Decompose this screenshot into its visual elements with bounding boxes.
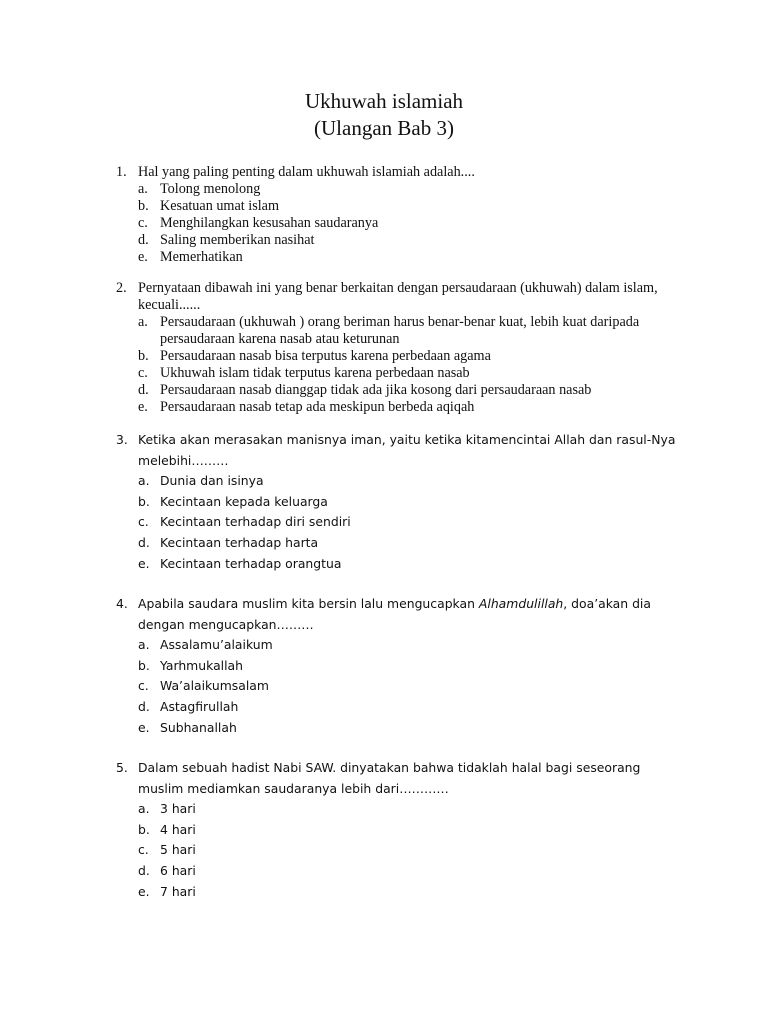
question-3 <box>116 430 676 574</box>
question-text-end: , doa’akan dia dengan mengucapkan……… <box>138 596 651 632</box>
option-text: Saling memberikan nasihat <box>160 232 315 248</box>
option-letter: d. <box>138 698 150 714</box>
option-letter: d. <box>138 382 149 398</box>
option-letter: e. <box>138 399 148 415</box>
option-letter: b. <box>138 657 150 673</box>
option-b <box>138 348 676 365</box>
question-text: Dalam sebuah hadist Nabi SAW. dinyatakan bahwa tidaklah halal bagi seseorang muslim mediamkan saudaranya lebih dari………… <box>138 760 641 796</box>
option-letter: b. <box>138 493 150 509</box>
option-c <box>138 840 676 861</box>
option-letter: d. <box>138 534 150 550</box>
option-text: Menghilangkan kesusahan saudaranya <box>160 215 379 231</box>
question-4 <box>116 594 676 738</box>
option-text: Kesatuan umat islam <box>160 198 279 214</box>
option-d <box>138 382 676 399</box>
option-text: Dunia dan isinya <box>160 473 264 489</box>
option-letter: e. <box>138 883 150 899</box>
option-text: Kecintaan kepada keluarga <box>160 493 328 509</box>
question-number: 4. <box>116 596 128 611</box>
question-number: 2. <box>116 280 127 296</box>
option-text: 4 hari <box>160 821 196 837</box>
option-text: 5 hari <box>160 842 196 858</box>
option-e <box>138 399 676 416</box>
option-e <box>138 249 676 266</box>
page-title: Ukhuwah islamiah <box>304 89 464 113</box>
option-letter: c. <box>138 678 149 694</box>
option-b <box>138 198 676 215</box>
option-d <box>138 232 676 249</box>
option-letter: c. <box>138 365 148 381</box>
option-list <box>116 471 676 574</box>
question-number: 1. <box>116 164 127 180</box>
option-text: Persaudaraan (ukhuwah ) orang beriman harus benar-benar kuat, lebih kuat daripada persaudaraan karena nasab atau keturunan <box>160 314 640 347</box>
option-e <box>138 554 676 575</box>
option-d <box>138 533 676 554</box>
title-block <box>0 88 768 142</box>
option-text: Ukhuwah islam tidak terputus karena perbedaan nasab <box>160 365 470 381</box>
option-letter: b. <box>138 198 149 214</box>
option-text: Yarhmukallah <box>160 657 243 673</box>
option-text: Assalamu’alaikum <box>160 637 273 653</box>
option-d <box>138 861 676 882</box>
option-letter: c. <box>138 842 149 858</box>
option-e <box>138 882 676 903</box>
option-b <box>138 492 676 513</box>
option-text: Persaudaraan nasab tetap ada meskipun berbeda aqiqah <box>160 399 475 415</box>
option-letter: a. <box>138 637 150 653</box>
option-list <box>116 799 676 902</box>
option-text: 6 hari <box>160 862 196 878</box>
option-a <box>138 799 676 820</box>
option-letter: d. <box>138 862 150 878</box>
option-list <box>116 181 676 266</box>
question-5 <box>116 758 676 902</box>
page-subtitle: (Ulangan Bab 3) <box>314 116 454 140</box>
option-letter: e. <box>138 555 150 571</box>
option-list <box>116 314 676 416</box>
option-text: Kecintaan terhadap diri sendiri <box>160 514 351 530</box>
option-text: Persaudaraan nasab dianggap tidak ada jika kosong dari persaudaraan nasab <box>160 382 592 398</box>
option-letter: e. <box>138 249 148 265</box>
option-letter: d. <box>138 232 149 248</box>
question-text: Pernyataan dibawah ini yang benar berkaitan dengan persaudaraan (ukhuwah) dalam islam, kecuali...... <box>138 280 658 313</box>
option-letter: a. <box>138 181 148 197</box>
question-text-italic: Alhamdulillah <box>478 596 564 611</box>
question-2 <box>116 280 676 416</box>
option-text: Persaudaraan nasab bisa terputus karena perbedaan agama <box>160 348 491 364</box>
option-text: Kecintaan terhadap harta <box>160 534 319 550</box>
option-c <box>138 215 676 232</box>
option-text: Tolong menolong <box>160 181 261 197</box>
option-letter: b. <box>138 348 149 364</box>
question-1 <box>116 164 676 266</box>
option-b <box>138 820 676 841</box>
option-b <box>138 656 676 677</box>
option-c <box>138 512 676 533</box>
option-letter: c. <box>138 514 149 530</box>
option-text: Memerhatikan <box>160 249 243 265</box>
option-a <box>138 314 676 348</box>
question-text-start: Apabila saudara muslim kita bersin lalu mengucapkan <box>138 596 479 611</box>
option-c <box>138 676 676 697</box>
option-e <box>138 718 676 739</box>
question-number: 5. <box>116 760 128 775</box>
option-letter: b. <box>138 821 150 837</box>
option-letter: a. <box>138 473 150 489</box>
option-text: Kecintaan terhadap orangtua <box>160 555 342 571</box>
option-text: Wa’alaikumsalam <box>160 678 269 694</box>
option-list <box>116 635 676 738</box>
option-a <box>138 471 676 492</box>
option-letter: c. <box>138 215 148 231</box>
option-letter: a. <box>138 314 148 330</box>
question-text: Ketika akan merasakan manisnya iman, yaitu ketika kitamencintai Allah dan rasul-Nya melebihi……… <box>138 432 676 468</box>
option-text: 3 hari <box>160 801 196 817</box>
option-text: Subhanallah <box>160 719 237 735</box>
option-a <box>138 181 676 198</box>
option-letter: a. <box>138 801 150 817</box>
option-text: Astagfirullah <box>160 698 239 714</box>
option-text: 7 hari <box>160 883 196 899</box>
option-c <box>138 365 676 382</box>
question-number: 3. <box>116 432 128 447</box>
option-letter: e. <box>138 719 150 735</box>
option-d <box>138 697 676 718</box>
question-text: Hal yang paling penting dalam ukhuwah islamiah adalah.... <box>138 164 475 180</box>
question-text <box>138 594 676 635</box>
option-a <box>138 635 676 656</box>
